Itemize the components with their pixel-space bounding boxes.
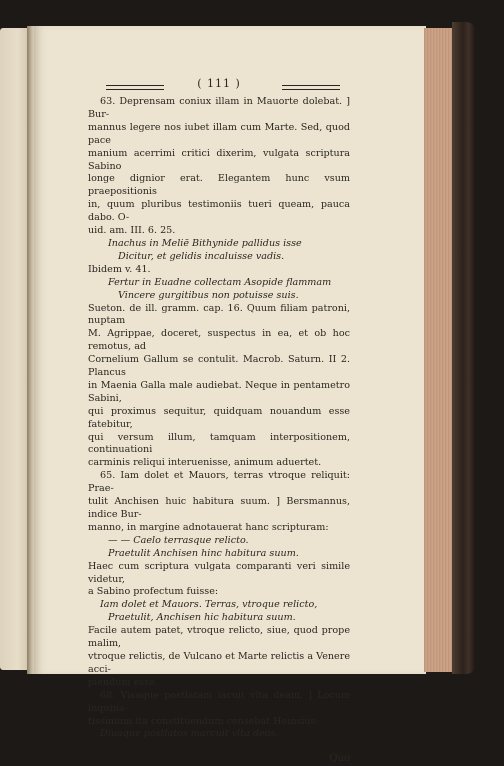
verse-line: Praetulit, Anchisen hic habitura suum. — [108, 612, 296, 624]
text-line: uid. am. III. 6. 25. — [88, 225, 176, 237]
page-number: ( 111 ) — [197, 77, 241, 90]
header-rule-left — [106, 85, 164, 90]
text-line: longe dignior erat. Elegantem hunc vsum praepositionis — [88, 173, 350, 198]
text-line: manium acerrimi critici dixerim, vulgata scriptura Sabino — [88, 147, 350, 172]
text-line: tulit Anchisen huic habitura suum. ] Bersmannus, indice Bur- — [88, 496, 350, 520]
verse-line: Inachus in Meliē Bithynide pallidus isse — [108, 237, 302, 249]
text-line: Sueton. de ill. gramm. cap. 16. Quum filiam patroni, nuptam — [88, 302, 350, 327]
text-line: 65. Iam dolet et Mauors, terras vtroque reliquit: Prae- — [88, 470, 350, 495]
text-line: vtroque relictis, de Vulcano et Marte relictis a Venere acci- — [88, 650, 350, 675]
text-line: Facile autem patet, vtroque relicto, siue, quod prope malim, — [88, 625, 350, 650]
text-line: manno, in margine adnotauerat hanc scripturam: — [88, 521, 329, 533]
page-text — [88, 78, 350, 766]
running-header — [88, 78, 350, 96]
text-line: qui versum illum, tamquam interpositionem, continuationi — [88, 431, 350, 456]
text-line: carminis reliqui interuenisse, animum aduertet. — [88, 457, 322, 469]
text-line: in, quum pluribus testimoniis tueri queam, pauca dabo. O- — [88, 199, 350, 224]
verse-line: Diuaque postlatos marcuit vlta deos. — [100, 728, 279, 740]
text-line: mannus legere nos iubet illam cum Marte. Sed, quod pace — [88, 121, 350, 146]
text-line: tissimum ita constituendum censebat Heinsius: — [88, 715, 319, 727]
verse-line: Vincere gurgitibus non potuisse suis. — [118, 289, 299, 301]
text-line: in Maenia Galla male audiebat. Neque in pentametro Sabini, — [88, 379, 350, 404]
text-line: Ibidem v. 41. — [88, 263, 151, 275]
text-line: M. Agrippae, doceret, suspectus in ea, et ob hoc remotus, ad — [88, 328, 350, 353]
catchword: Quo — [329, 753, 350, 765]
text-line: a Sabino profectum fuisse: — [88, 586, 219, 598]
verse-line: Dicitur, et gelidis incaluisse vadis. — [118, 250, 285, 262]
text-line: Cornelium Gallum se contulit. Macrob. Saturn. II 2. Plancus — [88, 354, 350, 379]
text-line: 63. Deprensam coniux illam in Mauorte dolebat. ] Bur- — [88, 96, 350, 120]
text-line: qui proximus sequitur, quidquam nouandum esse fatebitur, — [88, 405, 350, 430]
verse-line: Fertur in Euadne collectam Asopide flammam — [108, 276, 332, 288]
text-line: Haec cum scriptura vulgata comparanti veri simile videtur, — [88, 560, 350, 585]
text-line: piendum esse. — [88, 676, 158, 688]
page-edges — [424, 28, 455, 672]
verse-line: — — Caelo terrasque relicto. — [108, 534, 249, 546]
book-cover-spine — [452, 22, 476, 674]
text-line: 68. Visaque postlatam iacuit vlta deam. ] Locum inquina- — [88, 689, 350, 714]
facing-page-edge — [0, 28, 30, 670]
verse-line: Iam dolet et Mauors. Terras, vtroque relicto, — [100, 599, 318, 611]
header-rule-right — [282, 85, 340, 90]
verse-line: Praetulit Anchisen hinc habitura suum. — [108, 547, 299, 559]
